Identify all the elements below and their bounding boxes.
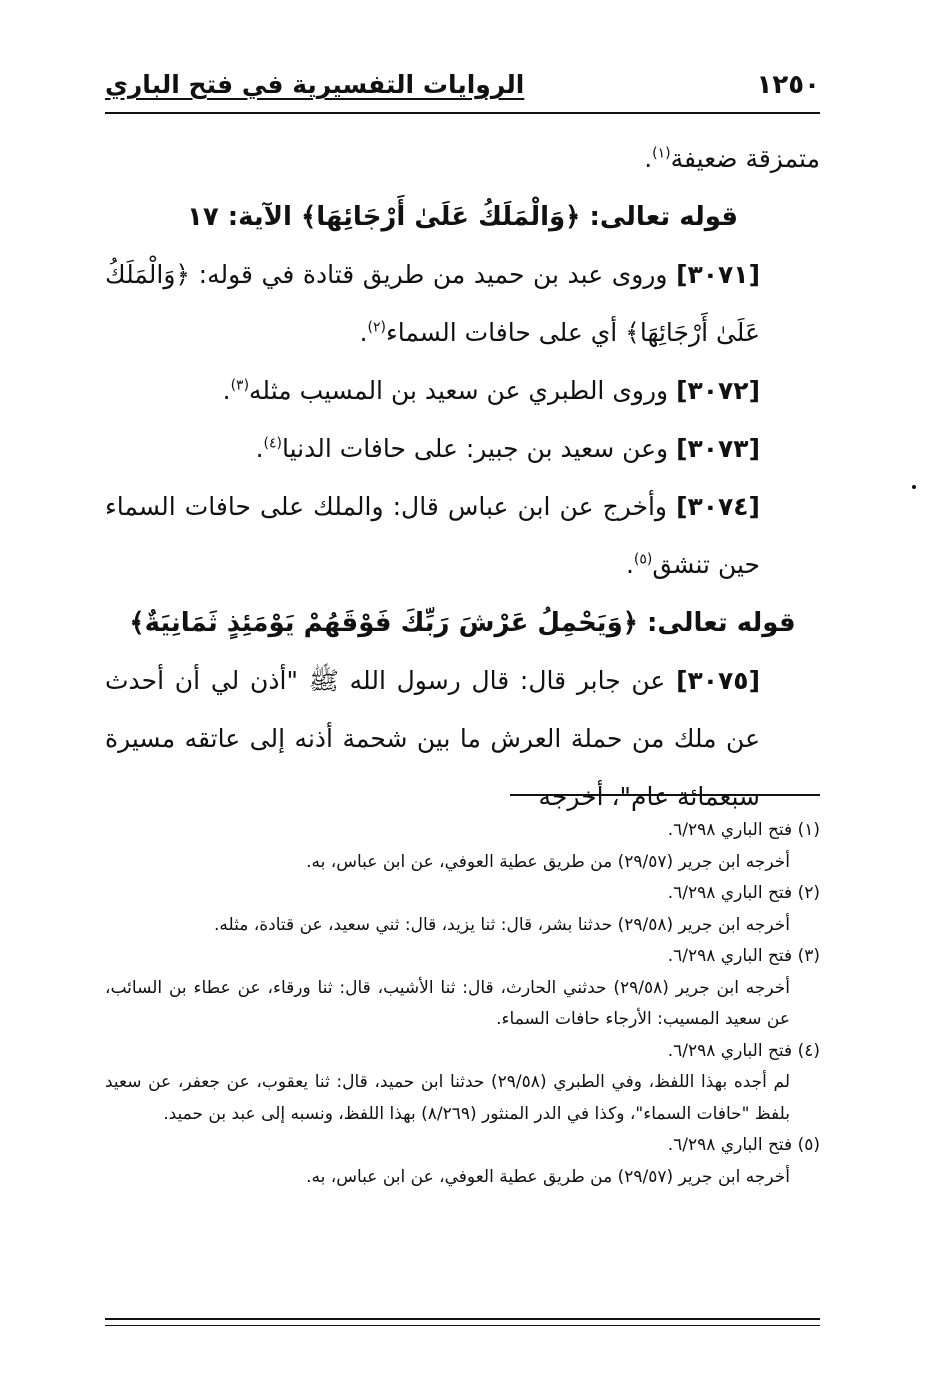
narration-text: عن جابر قال: قال رسول الله ﷺ "أذن لي أن أحدث عن ملك من حملة العرش ما بين شحمة أذنه إلى عاتقه مسيرة سبعمائة عام"، أخرجه (105, 666, 760, 811)
narration-3072: [٣٠٧٢] وروى الطبري عن سعيد بن المسيب مثله$^{(٣)}$. (222, 376, 760, 405)
narration-number: [٣٠٧٣] (676, 434, 760, 463)
paragraph-continuation: متمزقة ضعيفة$^{(١)}$. (644, 144, 820, 173)
header-rule (105, 112, 820, 114)
page-number: ١٢٥٠ (756, 70, 820, 100)
footnote-marker: (٤) (263, 435, 282, 452)
section-heading-1: قوله تعالى: ﴿وَالْمَلَكُ عَلَىٰ أَرْجَائِهَا﴾ الآية: ١٧ (186, 202, 739, 232)
narration-3074: [٣٠٧٤] وأخرج عن ابن عباس قال: والملك على حافات السماء حين تنشق$^{(٥)}$. (105, 492, 760, 579)
narration-text: وأخرج عن ابن عباس قال: والملك على حافات السماء حين تنشق (105, 492, 760, 579)
narration-text: وعن سعيد بن جبير: على حافات الدنيا (281, 434, 669, 463)
narration-3071: [٣٠٧١] وروى عبد بن حميد من طريق قتادة في قوله: ﴿وَالْمَلَكُ عَلَىٰ أَرْجَائِهَا﴾ أي على حافات السماء$^{(٢)}$. (105, 260, 760, 347)
section-heading-2: قوله تعالى: ﴿وَيَحْمِلُ عَرْشَ رَبِّكَ فَوْقَهُمْ يَوْمَئِذٍ ثَمَانِيَةٌ﴾ (129, 608, 796, 638)
footnote-marker: (٣) (230, 377, 250, 394)
main-text (105, 130, 820, 826)
bottom-double-rule (105, 1318, 820, 1326)
footnote-marker: (٥) (633, 551, 653, 568)
footnote-5-detail: أخرجه ابن جرير (٢٩/٥٧) من طريق عطية العوفي، عن ابن عباس، به. (306, 1166, 790, 1187)
footnote-separator (510, 794, 820, 796)
footnote-marker: (١) (652, 145, 671, 162)
narration-number: [٣٠٧٢] (676, 376, 760, 405)
footnote-5-ref: (٥) فتح الباري ٦/٢٩٨. (667, 1135, 820, 1155)
footnote-2-ref: (٢) فتح الباري ٦/٢٩٨. (667, 883, 820, 903)
narration-text: وروى الطبري عن سعيد بن المسيب مثله (249, 376, 669, 405)
footnote-2-detail: أخرجه ابن جرير (٢٩/٥٨) حدثنا بشر، قال: ثنا يزيد، قال: ثني سعيد، عن قتادة، مثله. (213, 914, 790, 935)
narration-3073: [٣٠٧٣] وعن سعيد بن جبير: على حافات الدنيا$^{(٤)}$. (255, 434, 760, 463)
footnote-1-ref: (١) فتح الباري ٦/٢٩٨. (667, 820, 820, 840)
footnotes (105, 815, 820, 1193)
footnote-1-detail: أخرجه ابن جرير (٢٩/٥٧) من طريق عطية العوفي، عن ابن عباس، به. (306, 851, 790, 872)
narration-number: [٣٠٧٥] (676, 666, 761, 695)
footnote-marker: (٢) (367, 319, 386, 336)
narration-3075 (105, 652, 820, 826)
running-title: الروايات التفسيرية في فتح الباري (105, 70, 525, 99)
stray-dot (912, 485, 916, 489)
narration-text: وروى عبد بن حميد من طريق قتادة في قوله: ﴿وَالْمَلَكُ عَلَىٰ أَرْجَائِهَا﴾ أي على حافات السماء (105, 260, 760, 347)
footnote-4-ref: (٤) فتح الباري ٦/٢٩٨. (667, 1040, 820, 1061)
narration-number: [٣٠٧٤] (676, 492, 760, 521)
footnote-3-ref: (٣) فتح الباري ٦/٢٩٨. (667, 946, 820, 966)
paragraph-text: متمزقة ضعيفة (670, 144, 820, 173)
narration-number: [٣٠٧١] (676, 260, 760, 289)
page-header (105, 70, 820, 110)
footnote-4-detail: لم أجده بهذا اللفظ، وفي الطبري (٢٩/٥٨) حدثنا ابن حميد، قال: ثنا يعقوب، عن جعفر، عن سعيد بلفظ "حافات السماء"، وكذا في الدر المنثور (٨/٢٦٩) بهذا اللفظ، ونسبه إلى عبد بن حميد. (105, 1072, 790, 1124)
footnote-3-detail: أخرجه ابن جرير (٢٩/٥٨) حدثني الحارث، قال: ثنا الأشيب، قال: ثنا ورقاء، عن عطاء بن السائب، عن سعيد المسيب: الأرجاء حافات السماء. (105, 977, 790, 1029)
book-page (105, 60, 820, 1340)
